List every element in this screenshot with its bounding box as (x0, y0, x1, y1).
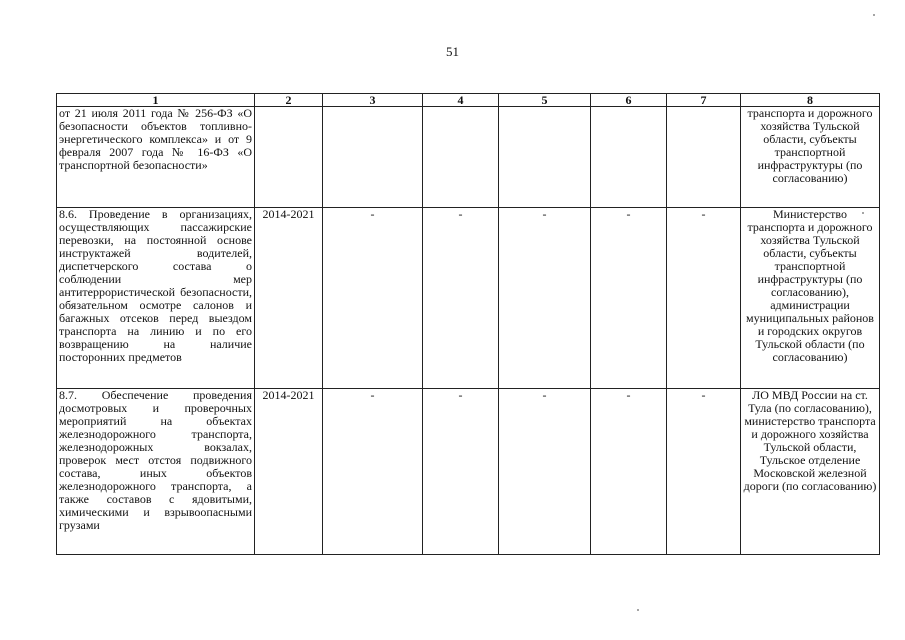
table-row (57, 389, 880, 555)
value-cell: - (499, 389, 591, 555)
value-cell: - (323, 389, 423, 555)
value-cell: - (591, 389, 667, 555)
scan-speck (873, 14, 875, 16)
responsible-cell: Министерство транспорта и дорожного хозяйства Тульской области, субъекты транспортной инфраструктуры (по согласованию), администрации муниципальных районов и городских округов Тульской области (по согласованию) (741, 208, 880, 389)
header-col-8: 8 (741, 94, 880, 107)
header-col-5: 5 (499, 94, 591, 107)
value-cell: - (667, 208, 741, 389)
page-number: 51 (446, 44, 459, 59)
header-col-3: 3 (323, 94, 423, 107)
value-cell: - (423, 208, 499, 389)
measure-text: от 21 июля 2011 года № 256-ФЗ «О безопасности объектов топливно-энергетического комплекса» и от 9 февраля 2007 года № 16-ФЗ «О транспортной безопасности» (57, 107, 255, 208)
value-cell (667, 107, 741, 208)
header-col-6: 6 (591, 94, 667, 107)
table-row (57, 107, 880, 208)
period-cell: 2014-2021 (255, 389, 323, 555)
value-cell: - (591, 208, 667, 389)
program-table (56, 93, 880, 555)
value-cell (591, 107, 667, 208)
value-cell (323, 107, 423, 208)
scan-speck (637, 609, 639, 611)
period-cell (255, 107, 323, 208)
measure-text: 8.7. Обеспечение проведения досмотровых и проверочных мероприятий на объектах железнодорожного транспорта, железнодорожных вокзалах, проверок мест отстоя подвижного состава, иных объектов железнодорожного транспорта, а также составов с ядовитыми, химическими и взрывоопасными грузами (57, 389, 255, 555)
header-col-7: 7 (667, 94, 741, 107)
scan-speck (862, 212, 864, 214)
header-col-4: 4 (423, 94, 499, 107)
value-cell (423, 107, 499, 208)
value-cell: - (423, 389, 499, 555)
value-cell: - (667, 389, 741, 555)
table-row (57, 208, 880, 389)
value-cell: - (323, 208, 423, 389)
responsible-cell: ЛО МВД России на ст. Тула (по согласованию), министерство транспорта и дорожного хозяйства Тульской области, Тульское отделение Московской железной дороги (по согласованию) (741, 389, 880, 555)
responsible-cell: транспорта и дорожного хозяйства Тульской области, субъекты транспортной инфраструктуры (по согласованию) (741, 107, 880, 208)
value-cell: - (499, 208, 591, 389)
header-col-2: 2 (255, 94, 323, 107)
period-cell: 2014-2021 (255, 208, 323, 389)
value-cell (499, 107, 591, 208)
header-col-1: 1 (57, 94, 255, 107)
header-row (57, 94, 880, 107)
measure-text: 8.6. Проведение в организациях, осуществляющих пассажирские перевозки, на постоянной основе инструктажей водителей, диспетчерского состава о соблюдении мер антитеррористической безопасности, обязательном осмотре салонов и багажных отсеков перед выездом транспорта на линию и по его возвращению на наличие посторонних предметов (57, 208, 255, 389)
